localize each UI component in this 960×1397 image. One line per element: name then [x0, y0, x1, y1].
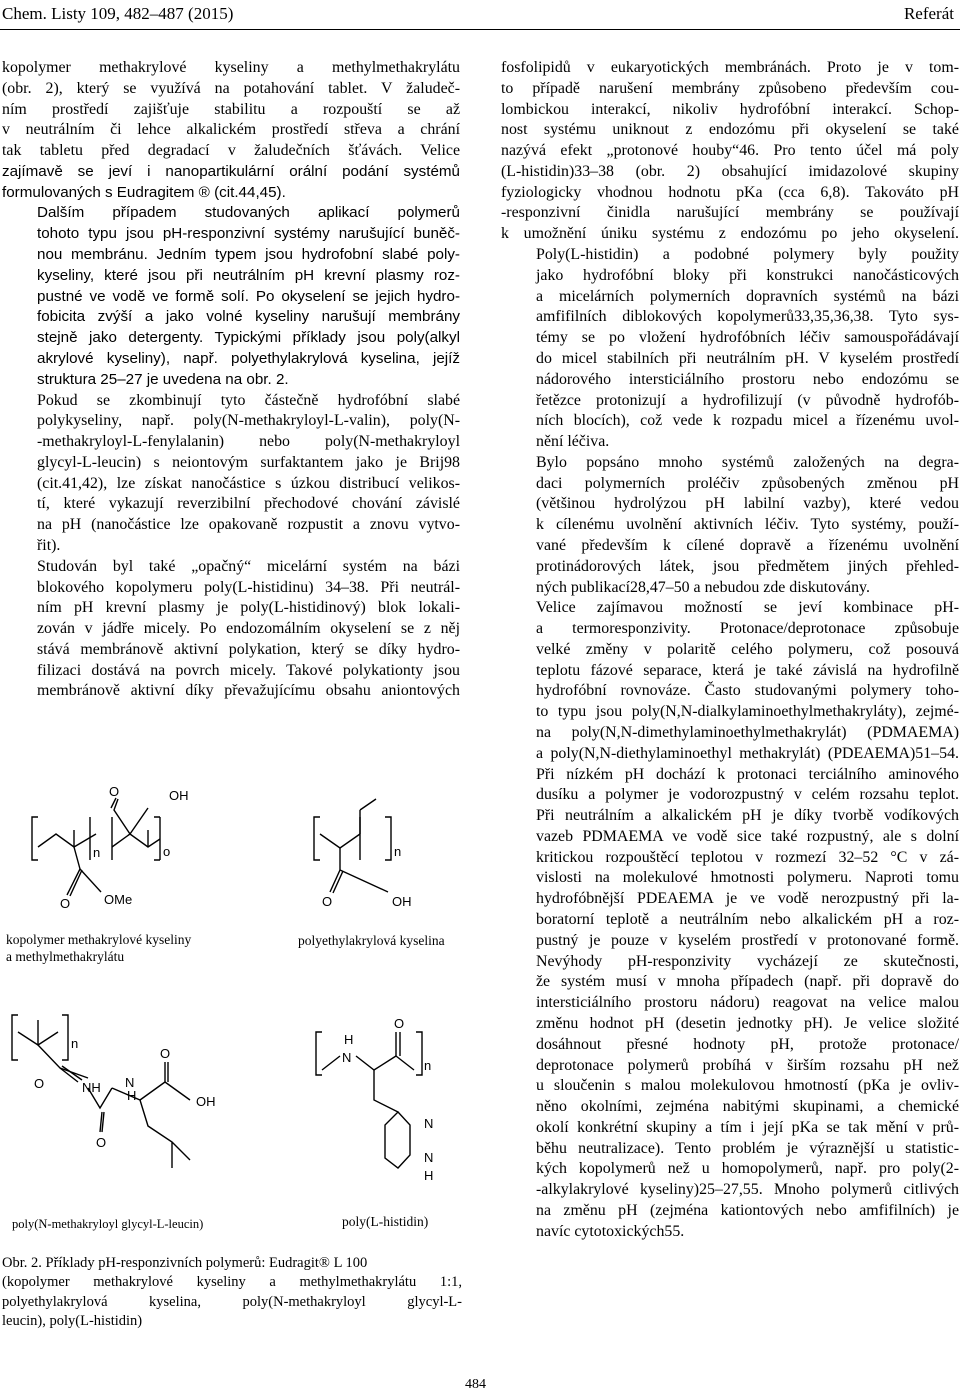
atom-label: H	[127, 1088, 137, 1103]
caption-line: leucin), poly(L-histidin)	[2, 1312, 143, 1329]
text-line: -responzivní činidla narušující membrány se používají	[501, 204, 959, 222]
journal-citation: Chem. Listy 109, 482–487 (2015)	[2, 4, 234, 23]
atom-label: H	[424, 1168, 434, 1183]
text-line: membránově aktivní díky převažujícímu obsahu aniontových	[37, 682, 460, 700]
text-line: k umožnění úniku systému z endozómu po jeho okyselení.	[501, 225, 959, 243]
text-line: nádorového intersticiálního prostoru nebo endozómu se	[536, 370, 959, 388]
structure-label: kopolymer methakrylové kyseliny	[6, 932, 192, 947]
text-line: tak tabletu před degradací v žaludečních šťávách. Velice	[2, 142, 460, 160]
text-line: zován v jádře micely. Po endozomálním okyselení se z něj	[37, 620, 460, 638]
text-line: řit).	[37, 536, 61, 554]
structure-label: poly(N-methakryloyl glycyl-L-leucin)	[12, 1217, 204, 1231]
caption-line: polyethylakrylová kyselina, poly(N-methakryloyl glycyl-L-	[2, 1293, 462, 1310]
left-column	[2, 58, 460, 702]
text-line: a termoresponzivity. Protonace/deprotonace způsobuje	[536, 620, 959, 638]
text-line: k cílenému uvolnění aktivních léčiv. Tyto systémy, použí-	[536, 516, 959, 534]
atom-label: O	[60, 896, 71, 911]
text-line: nou membránu. Jedním typem jsou hydrofobní slabé poly-	[37, 246, 460, 264]
text-line: vané především k cílené dopravě a řízenému uvolnění	[536, 536, 959, 554]
chemical-structures-drawing	[0, 770, 470, 1240]
text-line: zajímavě se jeví i nanopartikulární orální podání systémů	[2, 162, 460, 180]
text-line: na pH (nanočástice lze opakovaně rozpustit a znovu vytvo-	[37, 516, 460, 534]
text-line: to typu jsou poly(N,N-dialkylaminoethylmethakryláty), zejmé-	[536, 703, 959, 721]
text-line: teplotu fázové separace, která je také závislá na hydrofilně	[536, 661, 959, 679]
text-line: u sloučenin s malou molekulovou hmotností (pKa je ovliv-	[536, 1077, 959, 1095]
structure-label: poly(L-histidin)	[342, 1214, 429, 1229]
text-line: akrylové kyseliny), např. polyethylakrylová kyselina, jejíž	[37, 349, 460, 367]
text-line: daci polymerních proléčiv způsobených změnou pH	[536, 474, 959, 492]
text-line: ných publikací28,47–50 a nebudou zde diskutovány.	[536, 578, 870, 596]
text-line: velké změny v polaritě celého polymeru, což posouvá	[536, 640, 959, 658]
text-line: fobicita zvýší a jako volné kyseliny narušují membrány	[37, 308, 460, 326]
text-line: na poly(N,N-dimethylaminoethylmethakrylát) (PDMAEMA)	[536, 724, 959, 741]
text-line: běhu neutralizace). Tento problém je výraznější u statistic-	[536, 1139, 959, 1157]
text-line: a poly(N,N-diethylaminoethyl methakrylát) (PDEAEMA)51–54.	[536, 744, 959, 762]
structure-label: a methylmethakrylátu	[6, 949, 125, 964]
structure-histidin-atoms	[342, 1016, 433, 1183]
atom-label: OH	[169, 788, 189, 803]
figure-caption	[2, 1254, 462, 1331]
text-line: dusíku a polymer je vodorozpustný v celém rozsahu teplot.	[536, 786, 959, 804]
structure-polyethylacrylic-atoms	[322, 844, 412, 909]
text-line: hydrofóbní rovnováze. Často studovanými polymery toho-	[536, 682, 959, 700]
text-line: vislosti na molekulové hmotnosti polymeru. Naproti tomu	[536, 869, 959, 887]
text-line: jako hydrofóbní bloky při konstrukci nanočásticových	[536, 266, 959, 284]
text-line: Nevýhody pH-responzivity vycházejí ze skutečnosti,	[536, 952, 959, 970]
text-line: na změnu pH (zejména kationtových nebo amfifilních) je	[536, 1201, 959, 1219]
paragraph	[501, 598, 959, 951]
right-column	[501, 58, 959, 1243]
text-line: protinádorových látek, jsou předmětem jiných přehled-	[536, 557, 959, 575]
paragraph	[2, 391, 460, 557]
text-line: glycyl-L-leucin) s neiontovým surfaktantem jako je Brij98	[37, 453, 460, 471]
text-line: formulovaných s Eudragitem ® (cit.44,45).	[2, 183, 286, 201]
text-line: Velice zajímavou možností se jeví kombinace pH-	[536, 599, 959, 617]
section-label: Referát	[903, 4, 954, 23]
atom-label: N	[125, 1075, 135, 1090]
text-line: pustný je pouze v kyselém prostředí v protonované formě.	[536, 931, 959, 949]
atom-label: n	[424, 1058, 432, 1073]
atom-label: n	[93, 845, 101, 860]
atom-label: OH	[392, 894, 412, 909]
paragraph	[2, 203, 460, 390]
text-line: nění léčiva.	[536, 433, 610, 451]
atom-label: N	[424, 1116, 434, 1131]
atom-label: NH	[82, 1080, 101, 1095]
text-line: řetězce protonizují a hydrofilizují (v původně hydrofób-	[536, 391, 959, 409]
text-line: deprotonace polymerů probíhá v širším rozsahu pH než	[536, 1056, 959, 1074]
text-line: filizaci dostává na povrch micely. Takové polykationty jsou	[37, 661, 460, 679]
text-line: stejně jako detergenty. Typickými příklady jsou poly(alkyl	[37, 329, 460, 347]
paragraph	[501, 952, 959, 1243]
text-line: polykyseliny, např. poly(N-methakryloyl-L-valin), poly(N-	[37, 412, 460, 430]
text-line: lombickou interakcí, nikoliv hydrofóbní interakcí. Schop-	[501, 100, 959, 118]
text-line: ním pH krevní plasmy je poly(L-histidinový) blok lokali-	[37, 599, 460, 617]
text-line: tohoto typu jsou pH-responzivní systémy narušující buněč-	[37, 225, 460, 243]
text-line: fosfolipidů v eukaryotických membránách. Proto je v tom-	[501, 59, 959, 76]
atom-label: O	[34, 1076, 45, 1091]
atom-label: O	[109, 784, 120, 799]
atom-label: N	[342, 1050, 352, 1065]
text-line: Studován byl také „opačný“ micelární systém na bázi	[37, 557, 460, 575]
paragraph	[2, 557, 460, 702]
text-line: to případě narušení membrány způsobeno především cou-	[501, 79, 959, 97]
text-line: dosáhnout přesné hodnoty pH, protože protonace/	[536, 1035, 959, 1053]
atom-label: o	[163, 844, 171, 859]
text-line: intersticiálního prostoru nádoru) reagovat na velice malou	[536, 994, 959, 1012]
atom-label: OMe	[104, 892, 133, 907]
text-line: nazývá efekt „protonové houby“46. Pro tento účel má poly	[501, 142, 959, 160]
text-line: -alkylakrylové kyseliny)25–27,55. Mnoho polymerů citlivých	[536, 1181, 959, 1199]
text-line: Při nízkém pH dochází k protonaci terciálního aminového	[536, 765, 959, 783]
text-line: hydrofóbnější PDEAEMA je ve vodě nerozpustný při la-	[536, 890, 959, 908]
atom-label: N	[424, 1150, 434, 1165]
structure-label: polyethylakrylová kyselina	[298, 933, 445, 948]
text-line: kritickou rozpouštěcí teplotou v rozmezí 32–52 °C v zá-	[536, 848, 959, 866]
text-line: témy se po vložení hydrofóbních léčiv samouspořádávají	[536, 329, 959, 347]
caption-line: Obr. 2. Příklady pH-responzivních polymerů: Eudragit® L 100	[2, 1255, 368, 1271]
atom-label: O	[96, 1135, 107, 1150]
text-line: tí, které vykazují reverzibilní přechodové chování závislé	[37, 495, 460, 513]
text-line: a micelárních polymerních dopravních systémů na bázi	[536, 287, 959, 305]
structure-eudragit-atoms	[60, 784, 189, 911]
text-line: struktura 25–27 je uvedena na obr. 2.	[37, 370, 289, 388]
text-line: ních blocích), což vede k rozpadu micel a řízenému uvol-	[536, 412, 959, 430]
text-line: pustné ve vodě ve formě solí. Po okyselení se jejich hydro-	[37, 287, 460, 305]
paragraph	[501, 58, 959, 245]
text-line: (obr. 2), který se využívá na potahování tablet. V žaludeč-	[2, 79, 460, 97]
text-line: blokového kopolymeru poly(L-histidinu) 34–38. Při neutrál-	[37, 578, 460, 596]
paragraph	[2, 58, 460, 203]
text-line: amfifilních diblokových kopolymerů33,35,36,38. Tyto sys-	[536, 308, 959, 326]
text-line: Dalším případem studovaných aplikací polymerů	[37, 204, 460, 222]
header-rule	[0, 29, 960, 30]
paragraph	[501, 245, 959, 453]
atom-label: O	[322, 894, 333, 909]
text-line: navíc cytotoxických55.	[536, 1222, 685, 1240]
text-line: fyziologicky vhodnou hodnotu pKa (cca 6,8). Takováto pH	[501, 183, 959, 201]
text-line: ním prostředí zajišťuje stabilitu a rozpouští se až	[2, 100, 460, 118]
atom-label: OH	[196, 1094, 216, 1109]
page-number: 484	[465, 1377, 486, 1392]
text-line: (L-histidin)33–38 (obr. 2) obsahující imidazolové skupiny	[501, 162, 959, 180]
text-line: stává membránově aktivní polykation, který se díky hydro-	[37, 640, 460, 658]
caption-line: (kopolymer methakrylové kyseliny a methylmethakrylátu 1:1,	[2, 1274, 462, 1291]
text-line: kých kopolymerů než u homopolymerů, např. pro poly(2-	[536, 1160, 959, 1178]
text-line: do micel stabilních při neutrálním pH. V kyselém prostředí	[536, 349, 959, 367]
page-header	[0, 0, 960, 32]
text-line: kopolymer methakrylové kyseliny a methylmethakrylátu	[2, 59, 460, 76]
figure-structures	[0, 770, 470, 1250]
atom-label: n	[394, 844, 402, 859]
atom-label: H	[344, 1032, 354, 1047]
atom-label: O	[394, 1016, 405, 1031]
paragraph	[501, 453, 959, 598]
text-line: že systém musí v mnoha případech (např. při dopravě do	[536, 973, 959, 991]
text-line: v neutrálním či lehce alkalickém prostředí střeva a chrání	[2, 121, 460, 139]
text-line: něno okolními, zejména nabitými skupinami, a chemické	[536, 1098, 959, 1116]
text-line: Pokud se zkombinují tyto částečně hydrofóbní slabé	[37, 391, 460, 409]
text-line: (většinou hydrolýzou pH labilní vazby), které vedou	[536, 495, 959, 513]
text-line: Při neutrálním a alkalickém pH je díky tvorbě vodíkových	[536, 807, 959, 825]
text-line: vazeb PDMAEMA ve vodě sice také rozpustný, ale s dolní	[536, 827, 959, 845]
atom-label: n	[71, 1036, 79, 1051]
atom-label: O	[160, 1046, 171, 1061]
text-line: změnu hodnot pH (desetin jednotky pH). Je velice složité	[536, 1014, 959, 1032]
text-line: nost systému uniknout z endozómu při okyselení se také	[501, 121, 959, 139]
text-line: Bylo popsáno mnoho systémů založených na degra-	[536, 453, 959, 471]
text-line: -methakryloyl-L-fenylalanin) nebo poly(N-methakryloyl	[37, 433, 460, 451]
text-line: Poly(L-histidin) a podobné polymery byly použity	[536, 246, 959, 264]
text-line: (cit.41,42), lze získat nanočástice s úzkou distribucí velikos-	[37, 474, 460, 492]
text-line: kyseliny, které jsou při neutrálním pH krevní plasmy roz-	[37, 266, 460, 284]
text-line: okolí konkrétní skupiny a tím i její pKa se tak mění v prů-	[536, 1118, 959, 1136]
structure-histidin	[316, 1032, 422, 1168]
structure-polyethylacrylic	[314, 799, 391, 893]
text-line: boratorní teplotě a neutrálním nebo alkalickém pH a roz-	[536, 911, 959, 929]
